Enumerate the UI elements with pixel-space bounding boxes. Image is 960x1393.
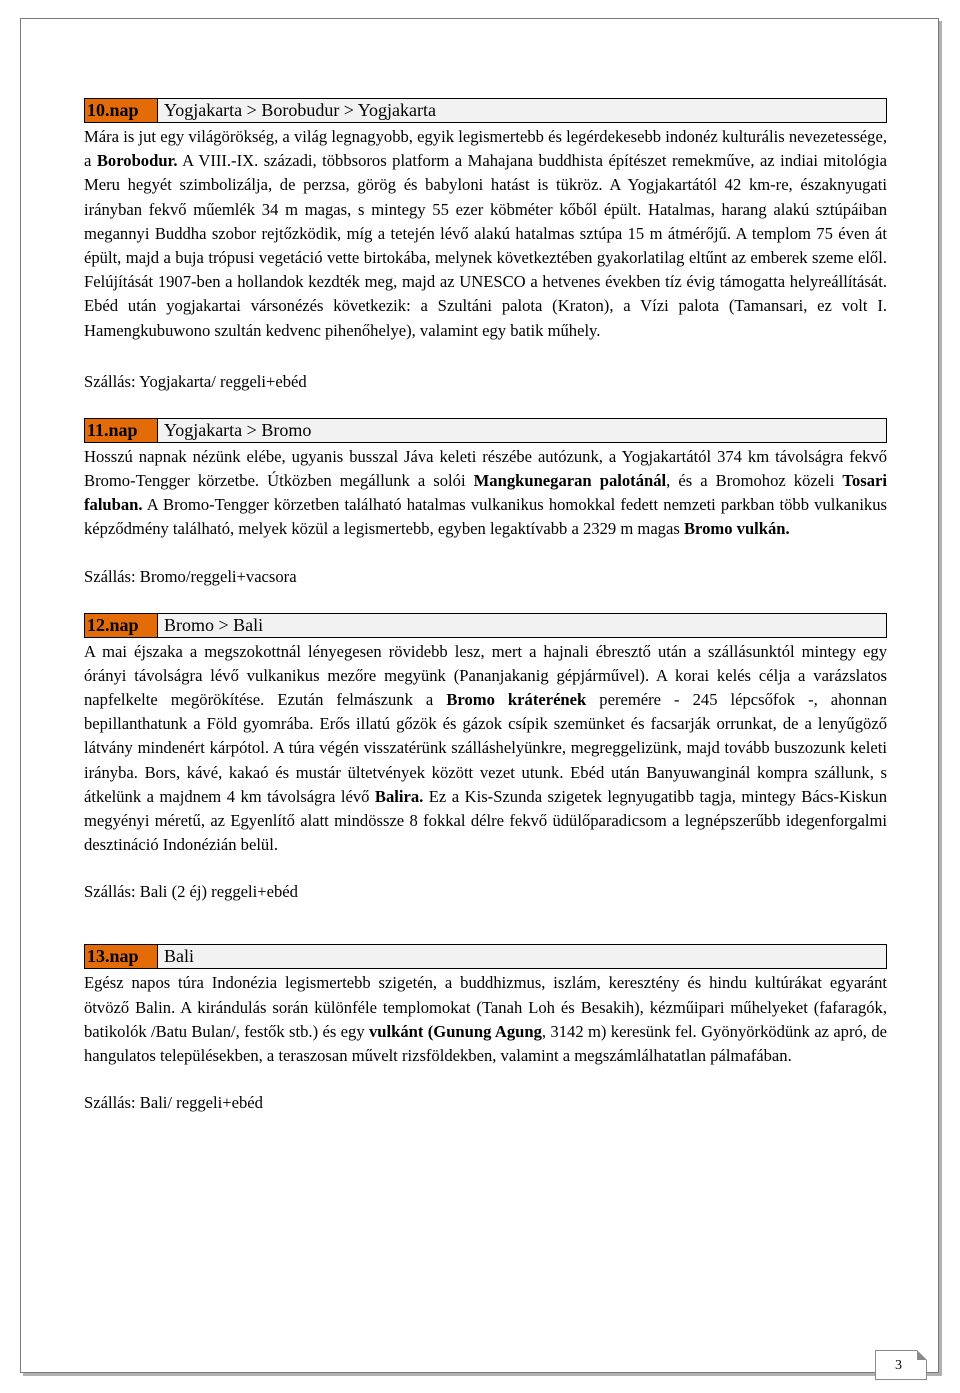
bold-highlight: Balira.	[374, 786, 424, 806]
day-number: 10.nap	[85, 99, 157, 122]
day-header	[84, 98, 887, 123]
text-run: Mára is jut egy világörökség, a világ legnagyobb, egyik legismertebb és legérdekesebb indonéz kulturális nevezetessége, a	[84, 127, 887, 171]
day-title: Yogjakarta > Borobudur > Yogjakarta	[157, 99, 886, 122]
day-header	[84, 418, 887, 443]
text-run: Hosszú napnak nézünk elébe, ugyanis busszal Jáva keleti részébe autózunk, a Yogjakartától 374 km távolságra fekvő Bromo-Tengger körzetbe. Útközben megállunk a solói	[84, 446, 887, 491]
day-header	[84, 944, 887, 969]
day-description	[84, 971, 887, 1068]
day-title: Bali	[157, 945, 886, 968]
day-number: 12.nap	[85, 614, 157, 637]
bold-highlight: vulkánt (Gunung Agung	[368, 1021, 542, 1041]
bold-highlight: Mangkunegaran palotánál	[473, 471, 667, 491]
day-section-11	[84, 418, 887, 589]
day-section-13	[84, 944, 887, 1115]
text-run: Egész napos túra Indonézia legismertebb szigetén, a buddhizmus, iszlám, keresztény és hindu kultúrákat egyaránt ötvöző Balin. A kirándulás során különféle templomokat (Tanah Loh és Besakih), kézműipari műhelyeket (fafaragók, batikolók /Batu Bulan/, festők stb.) és egy	[84, 973, 887, 1041]
accommodation-line: Szállás: Bali (2 éj) reggeli+ebéd	[84, 882, 298, 902]
bold-highlight: Bromo vulkán.	[683, 519, 790, 539]
accommodation-line: Szállás: Bali/ reggeli+ebéd	[84, 1093, 263, 1113]
bold-highlight: Bromo kráterének	[446, 690, 587, 710]
text-run: , és a Bromohoz közeli	[666, 471, 843, 491]
accommodation-line: Szállás: Yogjakarta/ reggeli+ebéd	[84, 371, 307, 391]
bold-highlight: Borobodur.	[96, 151, 178, 171]
bold-highlight: Tosari faluban.	[84, 471, 887, 515]
day-description	[84, 445, 887, 542]
accommodation-line: Szállás: Bromo/reggeli+vacsora	[84, 566, 297, 586]
day-header	[84, 613, 887, 638]
itinerary-content	[84, 98, 887, 1115]
day-description	[84, 640, 887, 858]
day-number: 13.nap	[85, 945, 157, 968]
day-number: 11.nap	[85, 419, 157, 442]
day-section-10	[84, 98, 887, 394]
day-section-12	[84, 613, 887, 905]
day-title: Bromo > Bali	[157, 614, 886, 637]
day-title: Yogjakarta > Bromo	[157, 419, 886, 442]
text-run: A VIII.-IX. századi, többsoros platform a Mahajana buddhista építészet remekműve, az indiai mitológia Meru hegyét szimbolizálja, de perzsa, görög és babyloni hatást is tükröz. A Yogjakartától 42 km-re, északnyugati irányban fekvő műemlék 34 m magas, s mintegy 55 ezer köbméter kőből épült. Hatalmas, harang alakú sztúpáiban megannyi Buddha szobor rejtőzködik, míg a tetején lévő alakú hatalmas sztúpa 15 m átmérőjű. A templom 75 éven át épült, majd a buja trópusi vegetáció vette birtokába, melynek következtében gyakorlatilag eltűnt az emberek szeme elől. Felújítását 1907-ben a hollandok kezdték meg, majd az UNESCO a hetvenes években tíz évig támogatta helyreállítását. Ebéd után yogjakartai vársonézés következik: a Szultáni palota (Kraton), a Vízi palota (Tamansari, ez volt I. Hamengkubuwono szultán kedvenc pihenőhelye), valamint egy batik műhely.	[84, 151, 888, 340]
page-number: 3	[875, 1350, 927, 1380]
text-run: peremére - 245 lépcsőfok -, ahonnan bepillanthatunk a Föld gyomrába. Erős illatú gőzök és gázok csípik szemünket és facsarják orrunkat, de a lenyűgöző látvány mindenért kárpótol. A túra végén visszatérünk szálláshelyünkre, megreggelizünk, majd tovább buszozunk keleti irányba. Bors, kávé, kakaó és mustár ültetvények között vezet utunk. Ebéd után Banyuwanginál kompra szállunk, s átkelünk a majdnem 4 km távolságra lévő	[84, 690, 887, 806]
text-run: Ez a Kis-Szunda szigetek legnyugatibb tagja, mintegy Bács-Kiskun megyényi méretű, az Egyenlítő alatt mindössze 8 fokkal délre fekvő üdülőparadicsom a legnépszerűbb idegenforgalmi desztináció Indonézián belül.	[84, 786, 887, 855]
text-run: , 3142 m) keresünk fel. Gyönyörködünk az apró, de hangulatos településekben, a teraszosan művelt rizsföldekben, valamint a megszámlálhatatlan pálmafában.	[84, 1021, 887, 1066]
text-run: A mai éjszaka a megszokottnál lényegesen rövidebb lesz, mert a hajnali ébresztő után a szállásunktól mintegy egy órányi távolságra lévő vulkanikus mezőre megyünk (Pananjakanig gépjárművel). A korai kelés célja a varázslatos napfelkelte megörökítése. Ezután felmászunk a	[84, 641, 887, 710]
day-description	[84, 125, 887, 343]
text-run: A Bromo-Tengger körzetben található hatalmas vulkanikus homokkal fedett nemzeti parkban több vulkanikus képződmény található, melyek közül a legismertebb, egyben legaktívabb a 2329 m magas	[84, 495, 887, 539]
